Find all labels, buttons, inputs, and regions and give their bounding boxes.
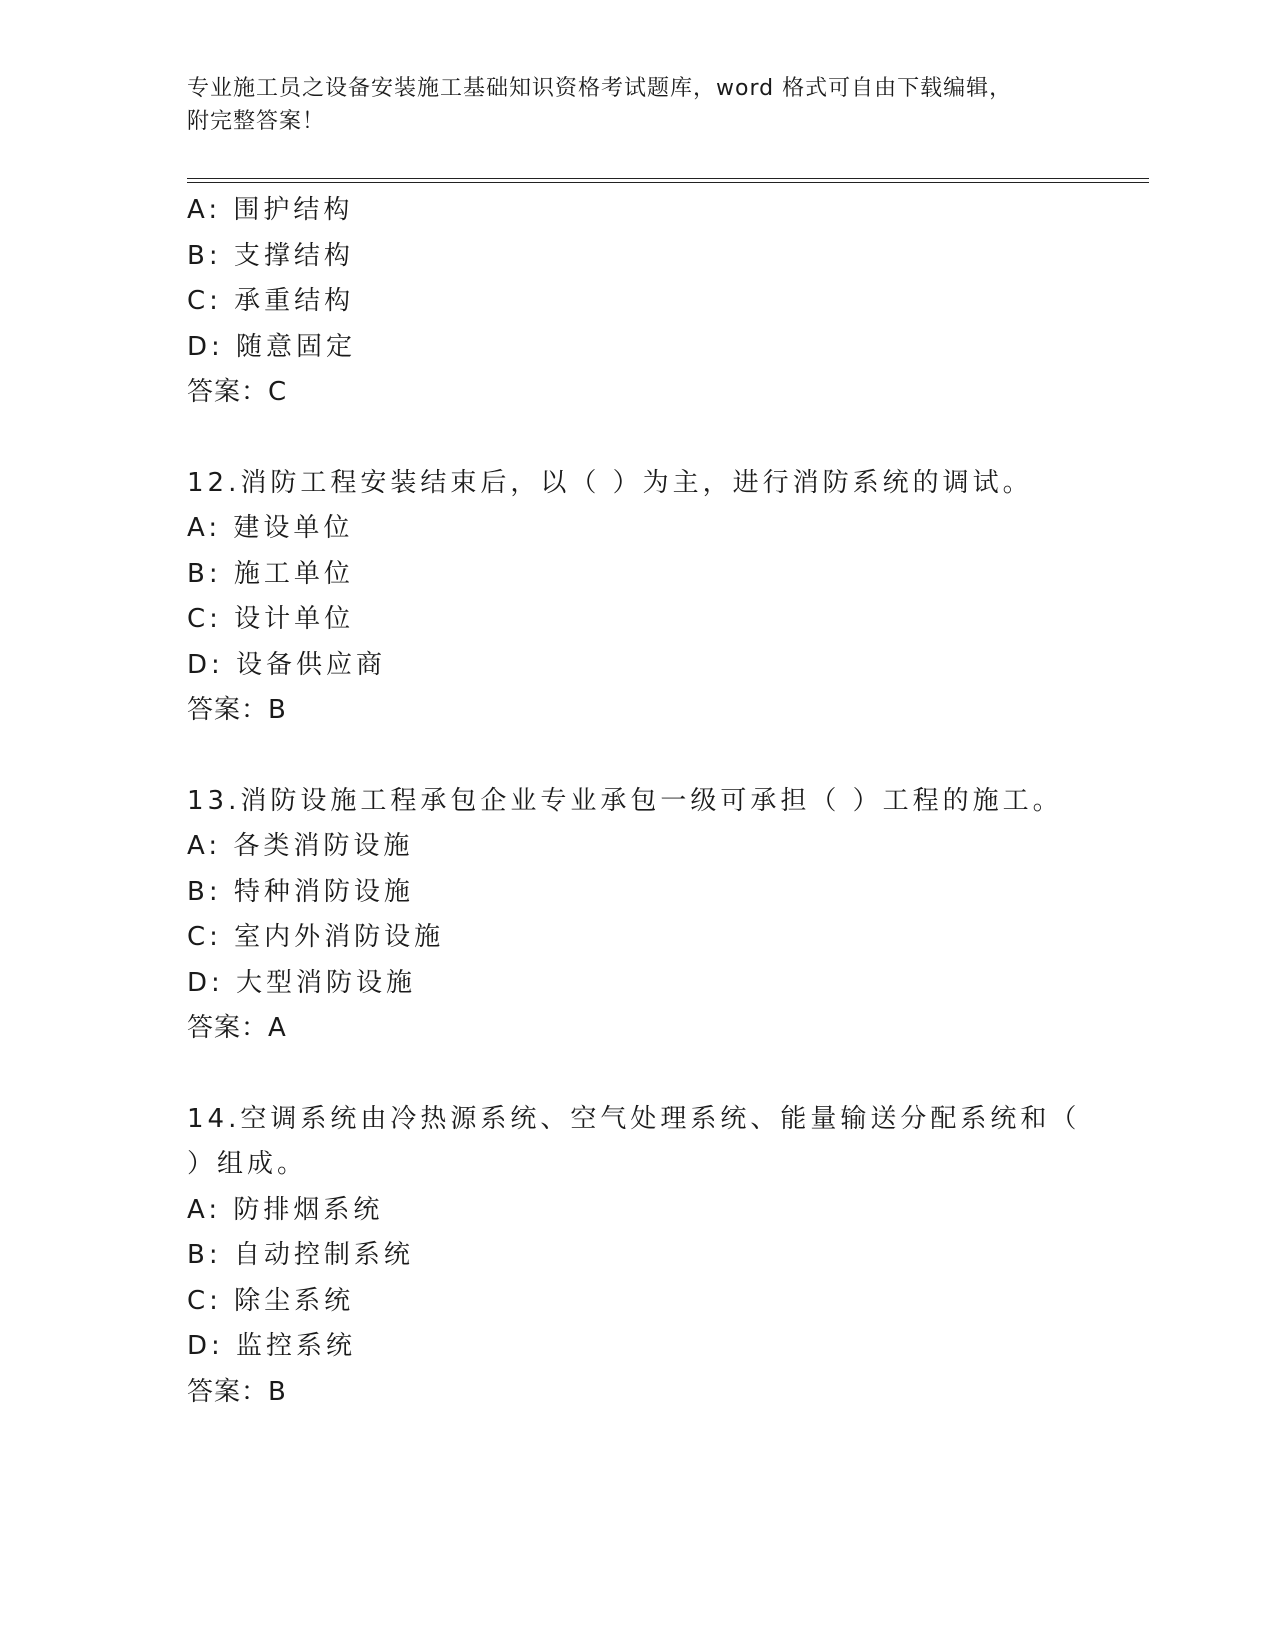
answer: 答案：C: [187, 377, 288, 407]
question-block-14: [187, 1097, 1147, 1416]
option-d: D: 大型消防设施: [187, 967, 417, 998]
question-stem: 12.消防工程安装结束后，以（ ）为主，进行消防系统的调试。: [187, 467, 1033, 498]
question-block-13: [187, 779, 1147, 1052]
answer: 答案：B: [187, 1376, 287, 1407]
question-stem: 13.消防设施工程承包企业专业承包一级可承担（ ）工程的施工。: [187, 785, 1063, 816]
option-b: B: 自动控制系统: [187, 1240, 414, 1270]
option-b: B: 施工单位: [187, 558, 354, 589]
option-a: A: 围护结构: [187, 195, 354, 225]
option-a: A: 各类消防设施: [187, 831, 414, 861]
option-c: C: 设计单位: [187, 604, 355, 634]
header-divider-top: [187, 178, 1149, 179]
option-d: D: 监控系统: [187, 1331, 357, 1361]
option-a: A: 建设单位: [187, 513, 354, 543]
question-list: [187, 188, 1147, 1415]
question-block-11: [187, 188, 1147, 416]
option-b: B: 特种消防设施: [187, 876, 414, 907]
question-block-12: [187, 461, 1147, 734]
option-c: C: 室内外消防设施: [187, 922, 445, 952]
header-divider-bottom: [187, 182, 1149, 183]
header-line-1: 专业施工员之设备安装施工基础知识资格考试题库，word 格式可自由下载编辑，: [187, 76, 1013, 101]
document-header: [187, 72, 1067, 138]
question-stem-line-1: 14.空调系统由冷热源系统、空气处理系统、能量输送分配系统和（: [187, 1103, 1081, 1134]
answer: 答案：A: [187, 1013, 287, 1043]
option-b: B: 支撑结构: [187, 240, 354, 271]
header-line-2: 附完整答案！: [187, 109, 326, 134]
option-d: D: 随意固定: [187, 331, 357, 362]
question-stem-line-2: ）组成。: [187, 1149, 308, 1179]
answer: 答案：B: [187, 695, 287, 725]
option-d: D: 设备供应商: [187, 649, 387, 680]
option-c: C: 承重结构: [187, 286, 355, 316]
option-a: A: 防排烟系统: [187, 1194, 384, 1225]
option-c: C: 除尘系统: [187, 1285, 355, 1316]
